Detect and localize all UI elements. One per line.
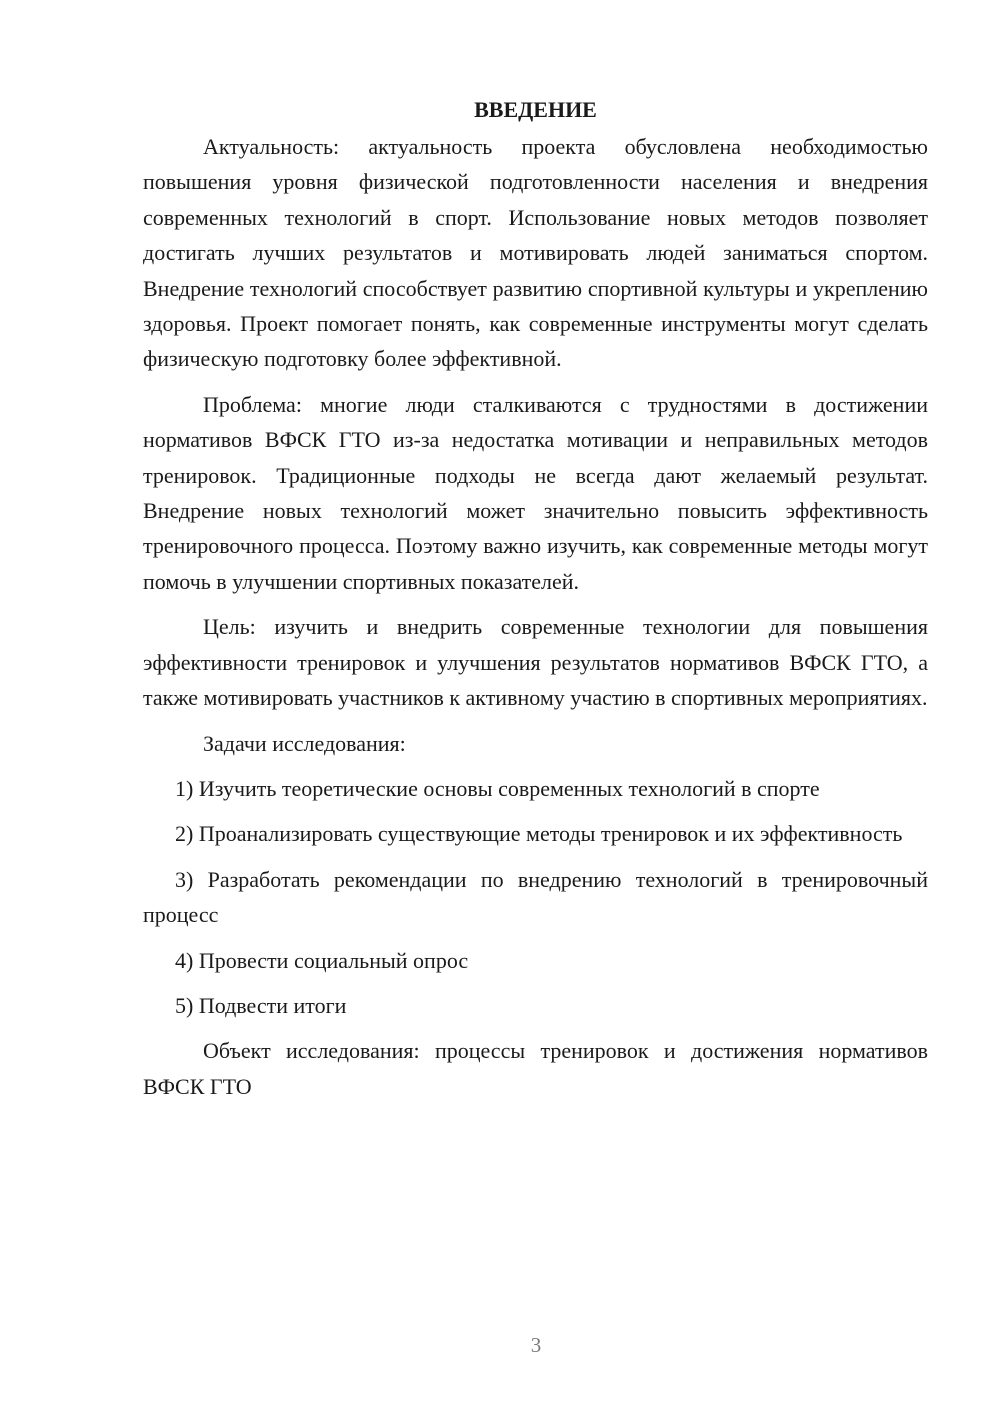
task-item: 1) Изучить теоретические основы современных технологий в спорте: [175, 775, 820, 801]
paragraph-goal: Цель: изучить и внедрить современные технологии для повышения эффективности тренировок и улучшения результатов нормативов ВФСК ГТО, а также мотивировать участников к активному участию в спортивных мероприятиях.: [143, 614, 928, 711]
task-item: 2) Проанализировать существующие методы тренировок и их эффективность: [175, 821, 903, 847]
page-number: 3: [530, 1333, 542, 1357]
paragraph-object: Объект исследования: процессы тренировок и достижения нормативов ВФСК ГТО: [143, 1038, 928, 1099]
paragraph-relevance: Актуальность: актуальность проекта обусловлена необходимостью повышения уровня физической подготовленности населения и внедрения современных технологий в спорт. Использование новых методов позволяет достигать лучших результатов и мотивировать людей заниматься спортом. Внедрение технологий способствует развитию спортивной культуры и укреплению здоровья. Проект помогает понять, как современные инструменты могут сделать физическую подготовку более эффективной.: [143, 134, 928, 372]
page-content: [143, 92, 928, 1114]
task-item: 5) Подвести итоги: [175, 992, 347, 1018]
tasks-label: Задачи исследования:: [203, 730, 406, 756]
task-item: 4) Провести социальный опрос: [175, 947, 469, 973]
paragraph-problem: Проблема: многие люди сталкиваются с трудностями в достижении нормативов ВФСК ГТО из-за недостатка мотивации и неправильных методов тренировок. Традиционные подходы не всегда дают желаемый результат. Внедрение новых технологий может значительно повысить эффективность тренировочного процесса. Поэтому важно изучить, как современные методы могут помочь в улучшении спортивных показателей.: [143, 391, 928, 594]
section-heading: ВВЕДЕНИЕ: [474, 97, 597, 122]
task-item: 3) Разработать рекомендации по внедрению технологий в тренировочный процесс: [143, 866, 928, 928]
